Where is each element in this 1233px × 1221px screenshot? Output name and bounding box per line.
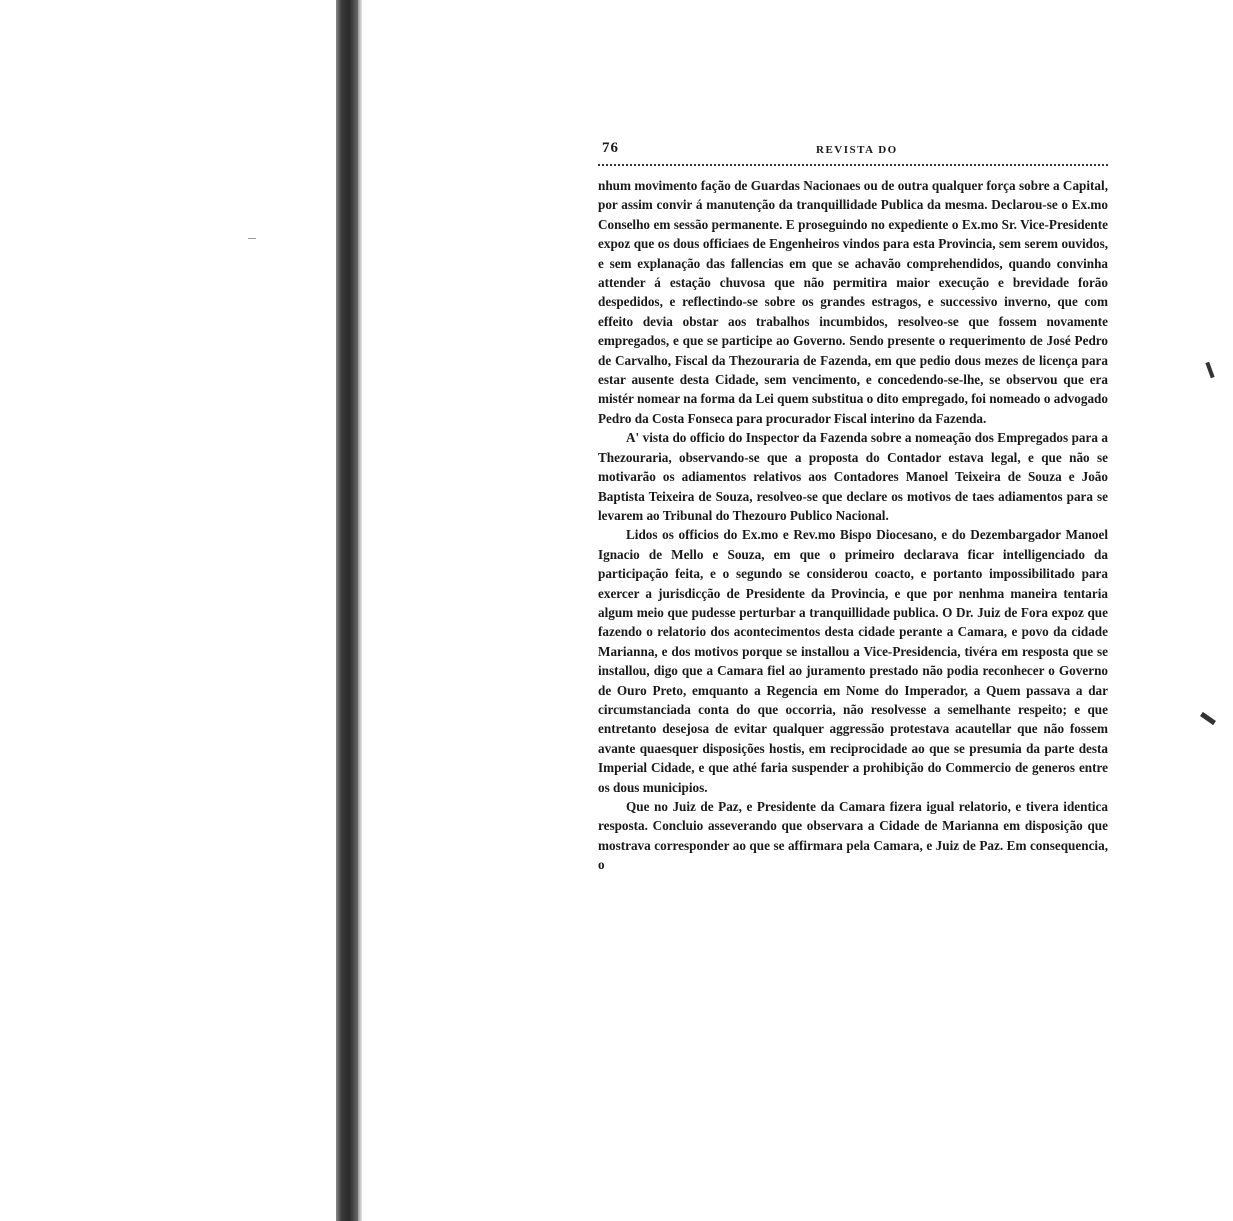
paragraph-2: A' vista do officio do Inspector da Fazenda sobre a nomeação dos Empregados para a Thezouraria, observando-se que a proposta do Contador estava legal, e que não se motivarão os adiamentos relativos aos Contadores Manoel Teixeira de Souza e João Baptista Teixeira de Souza, resolveo-se que declare os motivos de taes adiamentos para se levarem ao Tribunal do Thezouro Publico Nacional. — [598, 430, 1108, 523]
running-head — [598, 138, 1108, 164]
scan-speck — [1205, 362, 1214, 378]
scan-speck — [1200, 712, 1216, 725]
paragraph-3: Lidos os officios do Ex.mo e Rev.mo Bispo Diocesano, e do Dezembargador Manoel Ignacio de Mello e Souza, em que o primeiro declarava ficar intelligenciado da participação feita, e o segundo se considerou coacto, e portanto impossibilitado para exercer a jurisdicção de Presidente da Provincia, e que por nenhma maneira tentaria algum meio que pudesse perturbar a tranquillidade publica. O Dr. Juiz de Fora expoz que fazendo o relatorio dos acontecimentos desta cidade perante a Camara, e povo da cidade Marianna, e dos motivos porque se installou a Vice-Presidencia, tivéra em resposta que se installou, digo que a Camara fiel ao juramento prestado não podia reconhecer o Governo de Ouro Preto, emquanto a Regencia em Nome do Imperador, a Quem passava a dar circumstanciada conta do que occorria, não resolvesse a semelhante respeito; e que entretanto desejosa de evitar qualquer aggressão protestava acautellar que não fossem avante quaesquer disposições hostis, em reciprocidade ao que se presumia da parte desta Imperial Cidade, e que athé faria suspender a prohibição do Commercio de generos entre os dous municipios. — [598, 527, 1108, 795]
paragraph-1: nhum movimento fação de Guardas Nacionaes ou de outra qualquer força sobre a Capital, por assim convir á manutenção da tranquillidade Publica da mesma. Declarou-se o Ex.mo Conselho em sessão permanente. E proseguindo no expediente o Ex.mo Sr. Vice-Presidente expoz que os dous officiaes de Engenheiros vindos para esta Provincia, sem serem ouvidos, e sem explanação das fallencias em que se achavão comprehendidos, quando convinha attender á estação chuvosa que não permitira maior execução e brevidade forão despedidos, e reflectindo-se sobre os grandes estragos, e successivo inverno, que com effeito devia obstar aos trabalhos incumbidos, resolveo-se que fossem novamente empregados, e que se participe ao Governo. Sendo presente o requerimento de José Pedro de Carvalho, Fiscal da Thezouraria de Fazenda, em que pedio dous mezes de licença para estar ausente desta Cidade, sem vencimento, e concedendo-se-lhe, se observou que era mistér nomear na forma da Lei quem substitua o dito empregado, foi nomeado o advogado Pedro da Costa Fonseca para procurador Fiscal interino da Fazenda. — [598, 178, 1108, 426]
scan-speck — [248, 238, 256, 239]
page-number: 76 — [602, 140, 619, 156]
header-rule — [598, 164, 1108, 166]
running-head-title: REVISTA DO — [816, 144, 898, 156]
book-binding-edge — [358, 0, 362, 1221]
paragraph-4: Que no Juiz de Paz, e Presidente da Camara fizera igual relatorio, e tivera identica resposta. Concluio asseverando que observara a Cidade de Marianna em disposição que mostrava corresponder ao que se affirmara pela Camara, e Juiz de Paz. Em consequencia, o — [598, 799, 1108, 873]
page-body — [598, 176, 1108, 875]
book-binding-gutter — [336, 0, 358, 1221]
book-page — [598, 138, 1108, 875]
